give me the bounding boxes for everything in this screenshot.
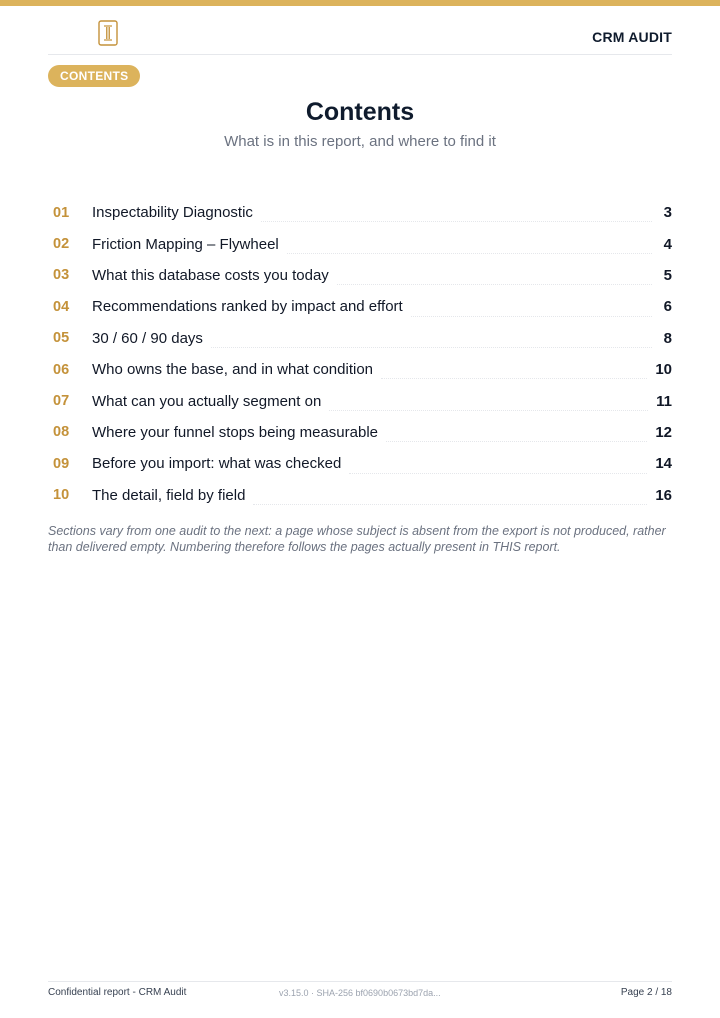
toc-entry[interactable] [48, 323, 672, 354]
toc-entry-page: 12 [655, 423, 672, 441]
toc-dot-leader [386, 441, 647, 442]
toc-entry[interactable] [48, 291, 672, 322]
toc-entry-page: 14 [655, 455, 672, 473]
toc-entry-number: 09 [53, 455, 70, 472]
toc-entry-page: 8 [663, 329, 672, 347]
toc-entry-title[interactable]: Recommendations ranked by impact and effort [92, 298, 403, 316]
toc-entry-number: 05 [53, 330, 70, 347]
section-badge: CONTENTS [48, 65, 140, 87]
page-footer [48, 981, 672, 1004]
footer-version-hash: v3.15.0 · SHA-256 bf0690b0673bd7da... [279, 988, 441, 998]
sections-note: Sections vary from one audit to the next: a page whose subject is absent from the export is not produced, rather than delivered empty. Numbering therefore follows the pages actually present in THIS report. [48, 524, 666, 554]
toc-dot-leader [211, 347, 652, 348]
toc-entry-page: 4 [663, 235, 672, 253]
footer-confidential-label: Confidential report - CRM Audit [48, 987, 187, 998]
toc-entry-number: 01 [53, 204, 70, 221]
page-header [48, 18, 672, 55]
footer-page-number: Page 2 / 18 [620, 987, 672, 998]
toc-entry-title[interactable]: What this database costs you today [92, 266, 329, 284]
toc-entry-page: 16 [655, 486, 672, 504]
toc-entry-title[interactable]: 30 / 60 / 90 days [92, 329, 203, 347]
column-pillar-icon [98, 20, 118, 46]
toc-entry-page: 11 [656, 392, 672, 410]
toc-entry[interactable] [48, 260, 672, 291]
toc-dot-leader [349, 473, 647, 474]
toc-entry[interactable] [48, 354, 672, 385]
toc-entry-page: 6 [663, 298, 672, 316]
toc-dot-leader [287, 253, 652, 254]
toc-entry-title[interactable]: Where your funnel stops being measurable [92, 423, 378, 441]
top-accent-bar [0, 0, 720, 6]
toc-entry[interactable] [48, 448, 672, 479]
toc-entry-number: 02 [53, 236, 70, 253]
toc-dot-leader [253, 504, 647, 505]
toc-entry[interactable] [48, 228, 672, 259]
toc-entry-title[interactable]: Friction Mapping – Flywheel [92, 235, 279, 253]
table-of-contents [48, 197, 672, 511]
toc-entry[interactable] [48, 385, 672, 416]
toc-entry-title[interactable]: The detail, field by field [92, 486, 246, 504]
toc-entry-number: 10 [53, 487, 70, 504]
toc-entry-title[interactable]: Inspectability Diagnostic [92, 204, 253, 222]
toc-entry-page: 10 [655, 361, 672, 379]
toc-entry-number: 08 [53, 424, 70, 441]
page-title: Contents [305, 98, 415, 126]
toc-entry-number: 06 [53, 361, 70, 378]
toc-entry-title[interactable]: Before you import: what was checked [92, 455, 342, 473]
toc-dot-leader [411, 316, 652, 317]
toc-dot-leader [261, 221, 652, 222]
toc-entry[interactable] [48, 197, 672, 228]
toc-entry-page: 3 [663, 204, 672, 222]
toc-dot-leader [329, 410, 648, 411]
toc-dot-leader [337, 284, 652, 285]
toc-entry-number: 03 [53, 267, 70, 284]
toc-dot-leader [381, 378, 647, 379]
toc-entry-number: 04 [53, 298, 70, 315]
toc-entry-title[interactable]: Who owns the base, and in what condition [92, 361, 374, 379]
toc-entry-page: 5 [663, 266, 672, 284]
toc-entry[interactable] [48, 417, 672, 448]
toc-entry-number: 07 [53, 393, 70, 410]
document-label: CRM AUDIT [592, 29, 672, 45]
toc-entry[interactable] [48, 480, 672, 511]
page-subtitle: What is in this report, and where to find it [224, 133, 496, 150]
toc-entry-title[interactable]: What can you actually segment on [92, 392, 322, 410]
